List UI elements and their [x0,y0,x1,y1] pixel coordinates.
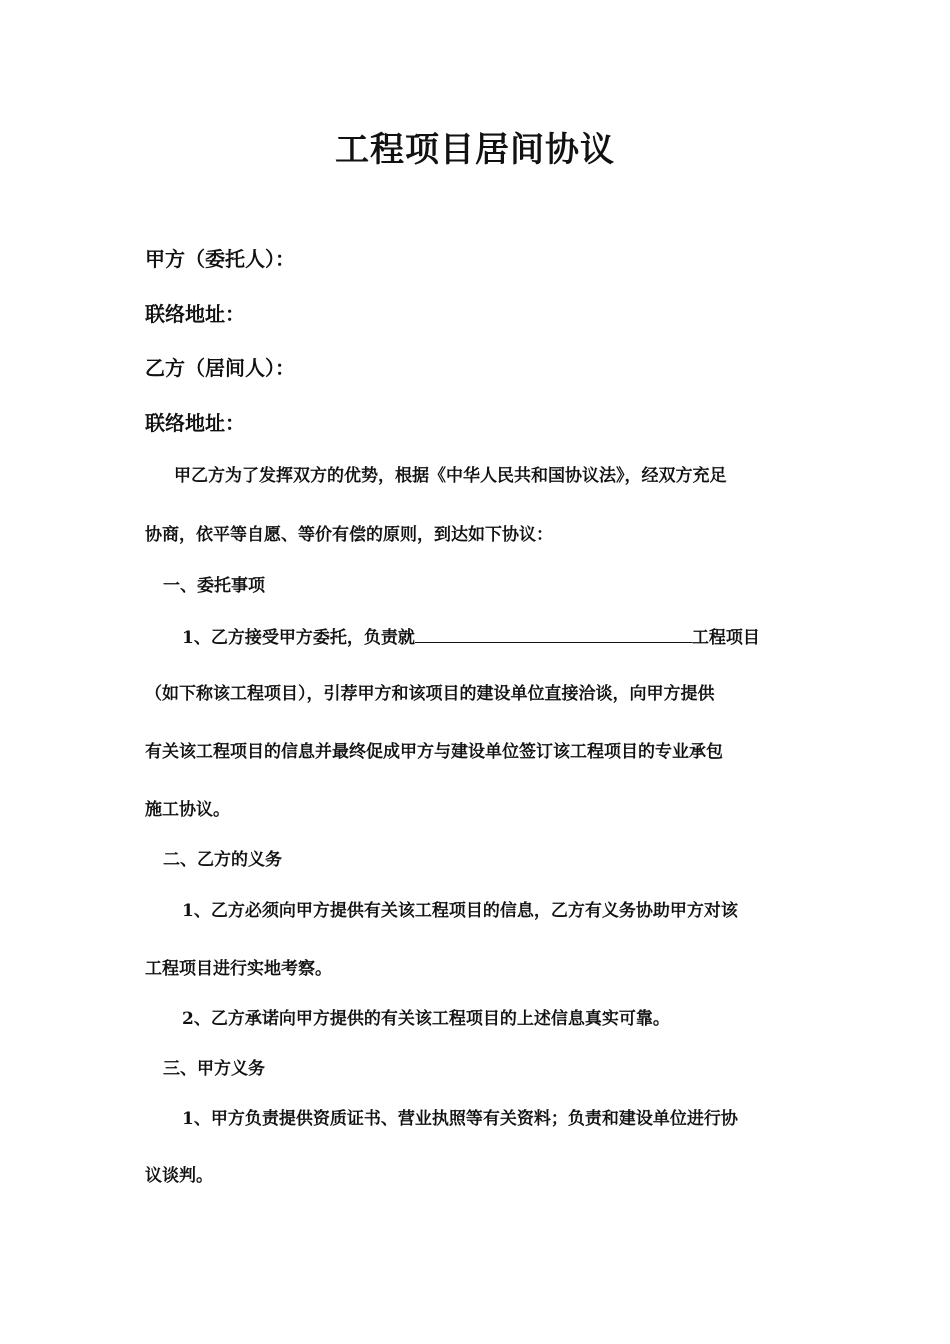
section-2-item-1-line-1: 1、乙方必须向甲方提供有关该工程项目的信息，乙方有义务协助甲方对该 [182,901,738,921]
section-3-item-1-line-2: 议谈判。 [145,1166,213,1186]
section-3-item-1-line-1: 1、甲方负责提供资质证书、营业执照等有关资料；负责和建设单位进行协 [182,1109,738,1129]
section-1-heading: 一、委托事项 [163,576,265,596]
section-1-item-1-line-1 [182,624,760,651]
section-1-item-1-suffix: 工程项目 [691,628,760,648]
section-2-heading: 二、乙方的义务 [163,850,282,870]
party-a-label: 甲方（委托人）： [145,247,295,271]
project-name-blank [415,624,692,643]
document-title: 工程项目居间协议 [335,130,615,170]
party-b-address-label: 联络地址： [145,411,245,435]
preamble-line-2: 协商，依平等自愿、等价有偿的原则，到达如下协议： [145,525,553,545]
section-2-item-1-line-2: 工程项目进行实地考察。 [145,959,332,979]
party-b-label: 乙方（居间人）： [145,356,295,380]
section-1-item-1-prefix: 1、乙方接受甲方委托，负责就 [182,628,415,648]
party-a-address-label: 联络地址： [145,302,245,326]
section-1-item-1-line-2: （如下称该工程项目），引荐甲方和该项目的建设单位直接洽谈，向甲方提供 [145,684,715,704]
section-2-item-2: 2、乙方承诺向甲方提供的有关该工程项目的上述信息真实可靠。 [182,1009,670,1029]
section-1-item-1-line-4: 施工协议。 [145,800,230,820]
preamble-line-1: 甲乙方为了发挥双方的优势，根据《中华人民共和国协议法》，经双方充足 [174,466,727,486]
section-1-item-1-line-3: 有关该工程项目的信息并最终促成甲方与建设单位签订该工程项目的专业承包 [145,742,723,762]
section-3-heading: 三、甲方义务 [163,1059,265,1079]
